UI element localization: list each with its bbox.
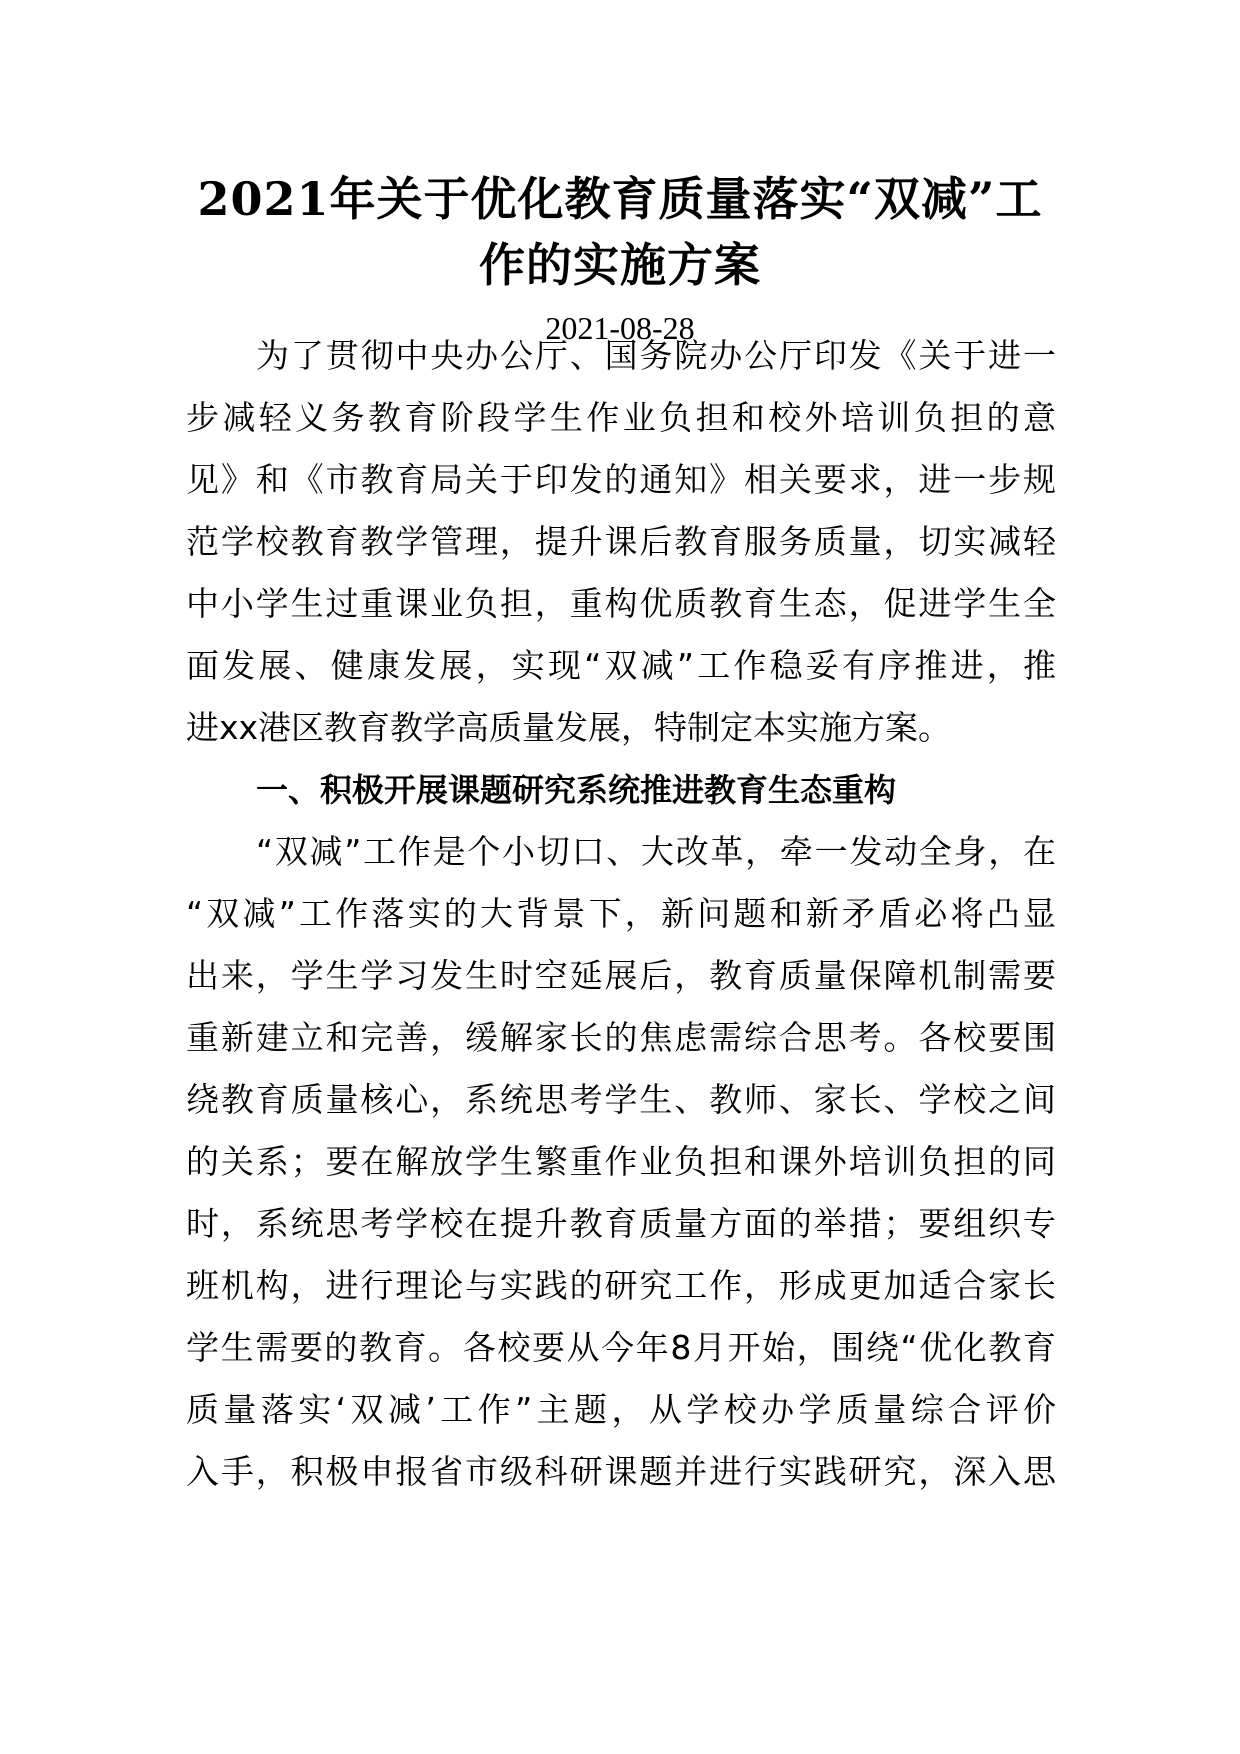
paragraph-2-line-6: 的关系；要在解放学生繁重作业负担和课外培训负担的同 <box>186 1142 1056 1181</box>
paragraph-2-line-10: 质量落实‘双减’工作”主题，从学校办学质量综合评价 <box>186 1390 1056 1429</box>
document-title-line-1: 2021年关于优化教育质量落实“双减”工 <box>197 172 1043 226</box>
paragraph-1-line-7: 进xx港区教育教学高质量发展，特制定本实施方案。 <box>186 708 952 747</box>
paragraph-2-line-5: 绕教育质量核心，系统思考学生、教师、家长、学校之间 <box>186 1080 1056 1119</box>
paragraph-2-line-9: 学生需要的教育。各校要从今年8月开始，围绕“优化教育 <box>186 1328 1056 1367</box>
paragraph-1-line-4: 范学校教育教学管理，提升课后教育服务质量，切实减轻 <box>186 522 1056 561</box>
paragraph-2-line-7: 时，系统思考学校在提升教育质量方面的举措；要组织专 <box>186 1204 1056 1243</box>
paragraph-1-line-2: 步减轻义务教育阶段学生作业负担和校外培训负担的意 <box>186 398 1056 437</box>
paragraph-2-line-8: 班机构，进行理论与实践的研究工作，形成更加适合家长 <box>186 1266 1056 1305</box>
document-title-line-2: 作的实施方案 <box>479 238 761 292</box>
paragraph-2-line-11: 入手，积极申报省市级科研课题并进行实践研究，深入思 <box>186 1452 1056 1491</box>
paragraph-2-line-3: 出来，学生学习发生时空延展后，教育质量保障机制需要 <box>186 956 1056 995</box>
paragraph-1-line-3: 见》和《市教育局关于印发的通知》相关要求，进一步规 <box>186 460 1056 499</box>
paragraph-1-line-5: 中小学生过重课业负担，重构优质教育生态，促进学生全 <box>186 584 1056 623</box>
document-date: 2021-08-28 <box>545 310 695 346</box>
paragraph-2-line-4: 重新建立和完善，缓解家长的焦虑需综合思考。各校要围 <box>186 1018 1056 1057</box>
paragraph-1-line-6: 面发展、健康发展，实现“双减”工作稳妥有序推进，推 <box>186 646 1056 685</box>
section-heading-1: 一、积极开展课题研究系统推进教育生态重构 <box>256 771 897 809</box>
paragraph-1-line-1: 为了贯彻中央办公厅、国务院办公厅印发《关于进一 <box>256 336 1056 375</box>
paragraph-2-line-2: “双减”工作落实的大背景下，新问题和新矛盾必将凸显 <box>186 894 1056 933</box>
paragraph-2-line-1: “双减”工作是个小切口、大改革，牵一发动全身，在 <box>256 832 1056 871</box>
